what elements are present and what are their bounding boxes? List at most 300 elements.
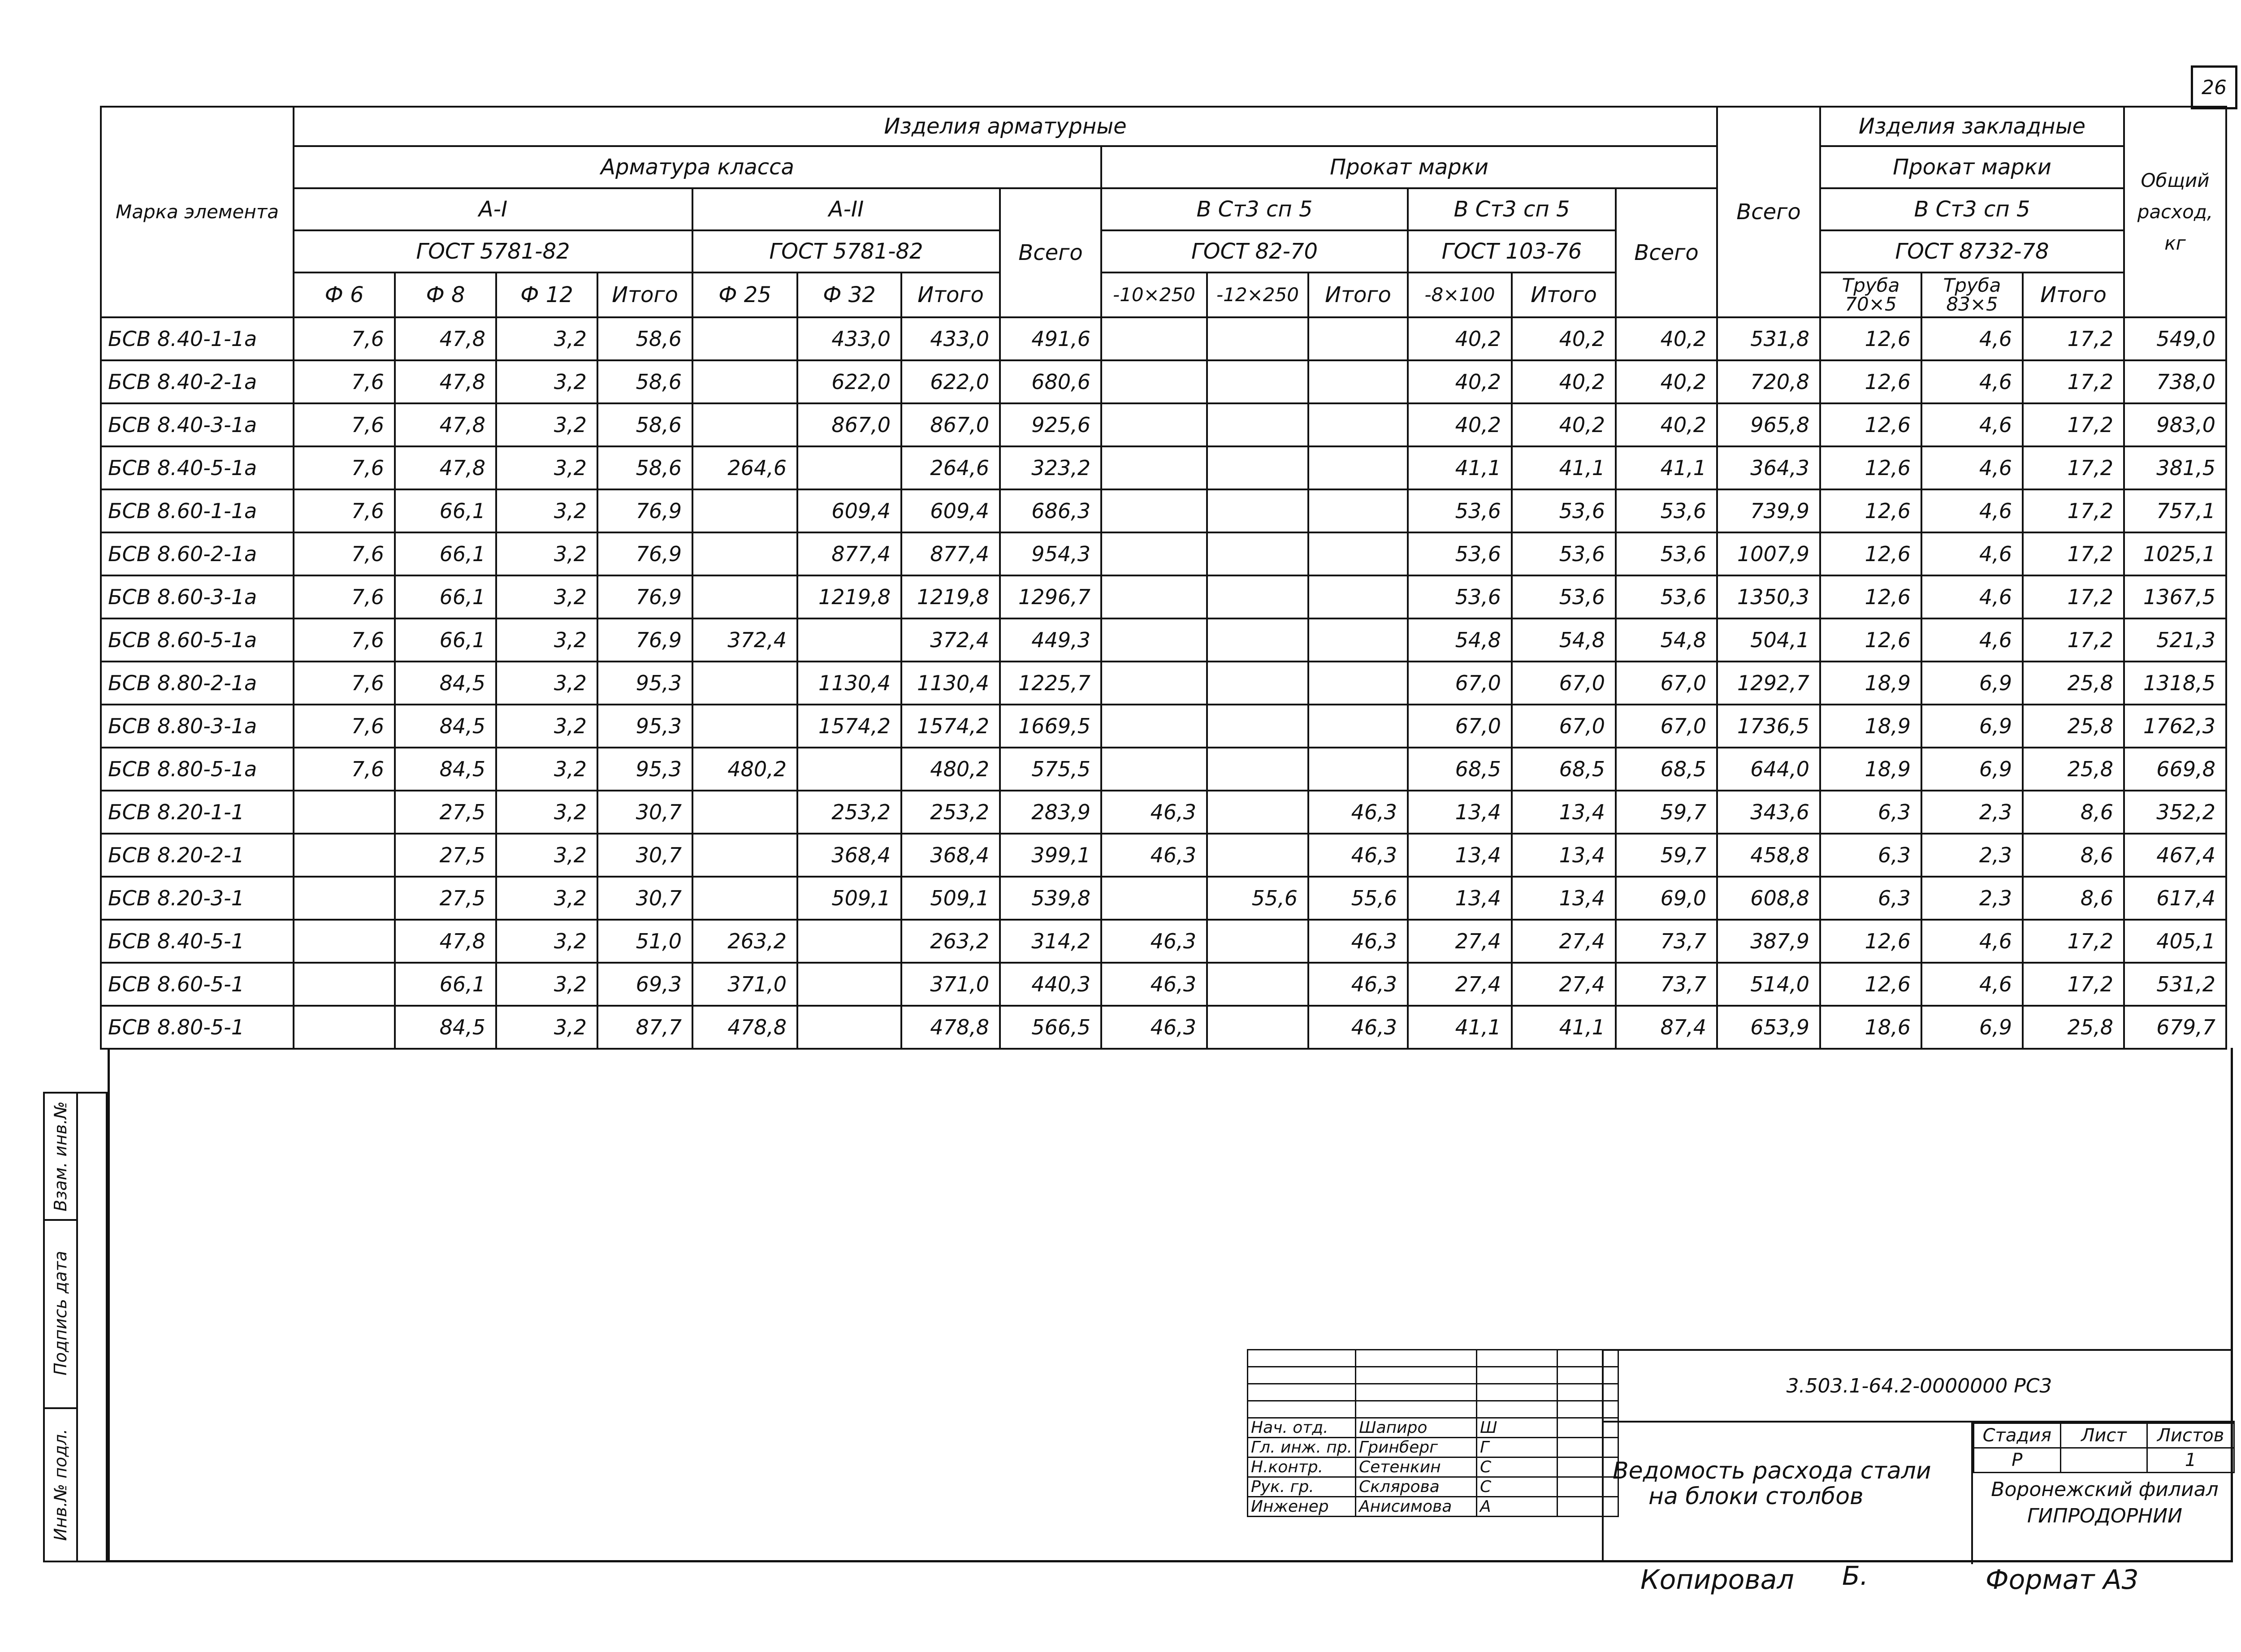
- value-cell: 17,2: [2023, 403, 2124, 446]
- value-cell: [1207, 963, 1308, 1006]
- value-cell: 4,6: [1921, 920, 2023, 963]
- value-cell: 47,8: [395, 403, 496, 446]
- value-cell: 87,7: [597, 1006, 692, 1049]
- value-cell: 66,1: [395, 575, 496, 618]
- value-cell: 4,6: [1921, 963, 2023, 1006]
- staff-role: Рук. гр.: [1248, 1477, 1356, 1497]
- value-cell: 352,2: [2124, 791, 2226, 834]
- value-cell: 40,2: [1616, 403, 1717, 446]
- value-cell: 1296,7: [1000, 575, 1101, 618]
- value-cell: 3,2: [496, 877, 597, 920]
- value-cell: [1101, 748, 1207, 791]
- sheets-value: 1: [2147, 1448, 2234, 1473]
- table-row: [101, 489, 2226, 532]
- value-cell: 263,2: [692, 920, 797, 963]
- value-cell: 95,3: [597, 662, 692, 705]
- copied-signature: Б.: [1842, 1561, 1869, 1591]
- value-cell: 41,1: [1512, 446, 1616, 489]
- value-cell: 3,2: [496, 662, 597, 705]
- value-cell: 4,6: [1921, 489, 2023, 532]
- header-gost-82-70: ГОСТ 82-70: [1101, 230, 1408, 272]
- element-mark-cell: БСВ 8.40-1-1а: [101, 317, 294, 360]
- table-row: [101, 877, 2226, 920]
- value-cell: 84,5: [395, 1006, 496, 1049]
- value-cell: 3,2: [496, 360, 597, 403]
- value-cell: 95,3: [597, 705, 692, 748]
- title-block-empty-cell: [1356, 1367, 1477, 1384]
- value-cell: 27,4: [1408, 963, 1512, 1006]
- value-cell: 58,6: [597, 317, 692, 360]
- table-row: [101, 317, 2226, 360]
- value-cell: 27,4: [1512, 920, 1616, 963]
- table-row: [101, 532, 2226, 575]
- element-mark-cell: БСВ 8.80-5-1: [101, 1006, 294, 1049]
- staff-name: Анисимова: [1356, 1497, 1477, 1517]
- value-cell: 467,4: [2124, 834, 2226, 877]
- value-cell: 686,3: [1000, 489, 1101, 532]
- value-cell: 7,6: [294, 532, 395, 575]
- value-cell: 7,6: [294, 403, 395, 446]
- header-d32: Ф 32: [797, 272, 901, 317]
- copied-label: Копировал: [1640, 1564, 1794, 1596]
- value-cell: 7,6: [294, 748, 395, 791]
- table-row: [101, 791, 2226, 834]
- value-cell: [692, 360, 797, 403]
- value-cell: 40,2: [1408, 317, 1512, 360]
- staff-role: Н.контр.: [1248, 1457, 1356, 1477]
- header-pipe-83x5: [1921, 272, 2023, 317]
- value-cell: [692, 705, 797, 748]
- value-cell: 17,2: [2023, 920, 2124, 963]
- value-cell: 46,3: [1308, 963, 1408, 1006]
- value-cell: [692, 317, 797, 360]
- header-grand-total: Всего: [1717, 107, 1820, 317]
- value-cell: 4,6: [1921, 360, 2023, 403]
- element-mark-cell: БСВ 8.60-1-1а: [101, 489, 294, 532]
- staff-name: Склярова: [1356, 1477, 1477, 1497]
- element-mark-cell: БСВ 8.60-5-1: [101, 963, 294, 1006]
- header-a2-subtotal: Итого: [901, 272, 1000, 317]
- value-cell: 17,2: [2023, 317, 2124, 360]
- title-block-empty-row: [1248, 1367, 1618, 1384]
- value-cell: 58,6: [597, 360, 692, 403]
- value-cell: 54,8: [1616, 618, 1717, 662]
- header-d25: Ф 25: [692, 272, 797, 317]
- header-gost-103-76: ГОСТ 103-76: [1408, 230, 1616, 272]
- value-cell: 51,0: [597, 920, 692, 963]
- value-cell: 69,3: [597, 963, 692, 1006]
- value-cell: 54,8: [1408, 618, 1512, 662]
- value-cell: 8,6: [2023, 834, 2124, 877]
- value-cell: 381,5: [2124, 446, 2226, 489]
- organization-line2: ГИПРОДОРНИИ: [2027, 1505, 2183, 1528]
- value-cell: [1207, 1006, 1308, 1049]
- value-cell: [1207, 662, 1308, 705]
- value-cell: [1207, 317, 1308, 360]
- value-cell: 644,0: [1717, 748, 1820, 791]
- value-cell: 8,6: [2023, 877, 2124, 920]
- table-row: [101, 403, 2226, 446]
- element-mark-cell: БСВ 8.40-5-1а: [101, 446, 294, 489]
- value-cell: 504,1: [1717, 618, 1820, 662]
- title-block-empty-cell: [1248, 1384, 1356, 1401]
- value-cell: 368,4: [901, 834, 1000, 877]
- value-cell: [1308, 317, 1408, 360]
- value-cell: 622,0: [797, 360, 901, 403]
- value-cell: 491,6: [1000, 317, 1101, 360]
- value-cell: 433,0: [901, 317, 1000, 360]
- value-cell: 1574,2: [797, 705, 901, 748]
- staff-row: [1248, 1477, 1618, 1497]
- element-mark-cell: БСВ 8.60-3-1а: [101, 575, 294, 618]
- header-vst3b-subtotal: Итого: [1512, 272, 1616, 317]
- value-cell: 3,2: [496, 446, 597, 489]
- value-cell: 6,9: [1921, 748, 2023, 791]
- staff-role: Нач. отд.: [1248, 1418, 1356, 1438]
- value-cell: 58,6: [597, 446, 692, 489]
- header-a2: А-II: [692, 188, 1000, 230]
- value-cell: 617,4: [2124, 877, 2226, 920]
- side-stamp: [43, 1092, 108, 1562]
- value-cell: 13,4: [1512, 877, 1616, 920]
- header-emb-rolled: Прокат марки: [1820, 146, 2124, 188]
- value-cell: 17,2: [2023, 360, 2124, 403]
- staff-signature: А: [1477, 1497, 1557, 1517]
- value-cell: 478,8: [692, 1006, 797, 1049]
- value-cell: 69,0: [1616, 877, 1717, 920]
- value-cell: 480,2: [692, 748, 797, 791]
- value-cell: 4,6: [1921, 575, 2023, 618]
- element-mark-cell: БСВ 8.20-2-1: [101, 834, 294, 877]
- title-block-empty-row: [1248, 1401, 1618, 1418]
- title-block-empty-cell: [1248, 1350, 1356, 1367]
- value-cell: 720,8: [1717, 360, 1820, 403]
- element-mark-cell: БСВ 8.60-5-1а: [101, 618, 294, 662]
- value-cell: 371,0: [901, 963, 1000, 1006]
- value-cell: 6,9: [1921, 662, 2023, 705]
- value-cell: 17,2: [2023, 446, 2124, 489]
- title-block-empty-cell: [1477, 1384, 1557, 1401]
- value-cell: 13,4: [1408, 791, 1512, 834]
- value-cell: 7,6: [294, 317, 395, 360]
- header-d12: Ф 12: [496, 272, 597, 317]
- value-cell: 2,3: [1921, 877, 2023, 920]
- title-block-empty-cell: [1248, 1401, 1356, 1418]
- value-cell: 12,6: [1820, 446, 1921, 489]
- value-cell: [1207, 748, 1308, 791]
- value-cell: 17,2: [2023, 963, 2124, 1006]
- side-stamp-blank-column: [76, 1094, 109, 1561]
- staff-signature: Ш: [1477, 1418, 1557, 1438]
- value-cell: 4,6: [1921, 403, 2023, 446]
- value-cell: 3,2: [496, 618, 597, 662]
- value-cell: 41,1: [1408, 446, 1512, 489]
- value-cell: [1207, 446, 1308, 489]
- steel-consumption-table: [100, 106, 2227, 1050]
- value-cell: 1130,4: [901, 662, 1000, 705]
- value-cell: 46,3: [1101, 1006, 1207, 1049]
- value-cell: [1207, 618, 1308, 662]
- value-cell: 66,1: [395, 532, 496, 575]
- header-a1: А-I: [294, 188, 692, 230]
- table-row: [101, 705, 2226, 748]
- value-cell: 3,2: [496, 1006, 597, 1049]
- value-cell: 387,9: [1717, 920, 1820, 963]
- value-cell: 58,6: [597, 403, 692, 446]
- sheet-value: [2060, 1448, 2147, 1473]
- value-cell: 539,8: [1000, 877, 1101, 920]
- side-label-signature-date: Подпись дата: [51, 1251, 70, 1375]
- value-cell: 40,2: [1408, 360, 1512, 403]
- value-cell: 653,9: [1717, 1006, 1820, 1049]
- header-reinforcement-products: Изделия арматурные: [294, 107, 1717, 146]
- header-a2-gost: ГОСТ 5781-82: [692, 230, 1000, 272]
- value-cell: 59,7: [1616, 791, 1717, 834]
- header-overall-line3: кг: [2164, 232, 2186, 254]
- value-cell: 449,3: [1000, 618, 1101, 662]
- staff-signature: С: [1477, 1477, 1557, 1497]
- value-cell: 1219,8: [797, 575, 901, 618]
- header-overall-line1: Общий: [2141, 169, 2210, 191]
- value-cell: 76,9: [597, 575, 692, 618]
- value-cell: [797, 618, 901, 662]
- document-title-line1: Ведомость расхода стали: [1613, 1457, 1931, 1484]
- value-cell: 17,2: [2023, 489, 2124, 532]
- value-cell: 67,0: [1408, 705, 1512, 748]
- value-cell: [797, 920, 901, 963]
- value-cell: 1292,7: [1717, 662, 1820, 705]
- table-row: [101, 446, 2226, 489]
- value-cell: 46,3: [1308, 834, 1408, 877]
- header-strip-8x100: -8×100: [1408, 272, 1512, 317]
- value-cell: 7,6: [294, 360, 395, 403]
- value-cell: 12,6: [1820, 403, 1921, 446]
- value-cell: [1207, 403, 1308, 446]
- value-cell: 7,6: [294, 489, 395, 532]
- side-cell-inv-podl: [45, 1407, 76, 1562]
- value-cell: 95,3: [597, 748, 692, 791]
- side-cell-vzam-inv: [45, 1094, 76, 1221]
- value-cell: 53,6: [1616, 575, 1717, 618]
- value-cell: 6,9: [1921, 705, 2023, 748]
- header-pipe2-line1: Труба: [1943, 274, 2001, 296]
- value-cell: 253,2: [901, 791, 1000, 834]
- header-a1-subtotal: Итого: [597, 272, 692, 317]
- staff-row: [1248, 1497, 1618, 1517]
- title-block-empty-cell: [1477, 1367, 1557, 1384]
- value-cell: 253,2: [797, 791, 901, 834]
- staff-row: [1248, 1457, 1618, 1477]
- value-cell: 68,5: [1616, 748, 1717, 791]
- value-cell: 399,1: [1000, 834, 1101, 877]
- table-row: [101, 662, 2226, 705]
- header-overall: [2124, 107, 2226, 317]
- value-cell: 514,0: [1717, 963, 1820, 1006]
- table-row: [101, 834, 2226, 877]
- value-cell: [1207, 920, 1308, 963]
- value-cell: 12,6: [1820, 489, 1921, 532]
- value-cell: 84,5: [395, 662, 496, 705]
- title-block-empty-row: [1248, 1350, 1618, 1367]
- stage-value: Р: [1974, 1448, 2061, 1473]
- header-gost-8732-78: ГОСТ 8732-78: [1820, 230, 2124, 272]
- value-cell: 12,6: [1820, 963, 1921, 1006]
- element-mark-cell: БСВ 8.20-1-1: [101, 791, 294, 834]
- value-cell: [1207, 532, 1308, 575]
- value-cell: 12,6: [1820, 360, 1921, 403]
- header-rolled-steel: Прокат марки: [1101, 146, 1717, 188]
- value-cell: 867,0: [901, 403, 1000, 446]
- side-label-inv-podl: Инв.№ подл.: [51, 1428, 70, 1541]
- value-cell: [1101, 877, 1207, 920]
- value-cell: [1308, 575, 1408, 618]
- value-cell: [692, 489, 797, 532]
- value-cell: [294, 920, 395, 963]
- title-block-empty-cell: [1356, 1350, 1477, 1367]
- value-cell: 263,2: [901, 920, 1000, 963]
- table-row: [101, 1006, 2226, 1049]
- value-cell: 6,3: [1820, 834, 1921, 877]
- value-cell: 7,6: [294, 618, 395, 662]
- header-d6: Ф 6: [294, 272, 395, 317]
- table-row: [101, 920, 2226, 963]
- value-cell: 12,6: [1820, 618, 1921, 662]
- value-cell: 59,7: [1616, 834, 1717, 877]
- value-cell: [692, 662, 797, 705]
- value-cell: [1207, 489, 1308, 532]
- value-cell: 877,4: [797, 532, 901, 575]
- value-cell: [692, 791, 797, 834]
- sheets-label: Листов: [2147, 1423, 2234, 1448]
- value-cell: 6,3: [1820, 791, 1921, 834]
- header-overall-line2: расход,: [2137, 201, 2213, 223]
- value-cell: 30,7: [597, 791, 692, 834]
- value-cell: 6,9: [1921, 1006, 2023, 1049]
- title-block-empty-row: [1248, 1384, 1618, 1401]
- value-cell: 877,4: [901, 532, 1000, 575]
- value-cell: 458,8: [1717, 834, 1820, 877]
- stage-table: [1973, 1423, 2235, 1473]
- title-block-empty-cell: [1356, 1401, 1477, 1418]
- value-cell: 53,6: [1408, 532, 1512, 575]
- value-cell: 25,8: [2023, 748, 2124, 791]
- value-cell: [1101, 360, 1207, 403]
- value-cell: 67,0: [1616, 662, 1717, 705]
- value-cell: 3,2: [496, 748, 597, 791]
- value-cell: 1736,5: [1717, 705, 1820, 748]
- value-cell: 41,1: [1408, 1006, 1512, 1049]
- value-cell: 76,9: [597, 489, 692, 532]
- value-cell: 283,9: [1000, 791, 1101, 834]
- value-cell: 1219,8: [901, 575, 1000, 618]
- value-cell: 7,6: [294, 446, 395, 489]
- value-cell: 46,3: [1101, 920, 1207, 963]
- value-cell: [1308, 705, 1408, 748]
- value-cell: 13,4: [1408, 877, 1512, 920]
- stage-label: Стадия: [1974, 1423, 2061, 1448]
- element-mark-cell: БСВ 8.80-5-1а: [101, 748, 294, 791]
- value-cell: [294, 834, 395, 877]
- value-cell: 609,4: [797, 489, 901, 532]
- value-cell: [1101, 705, 1207, 748]
- table-row: [101, 360, 2226, 403]
- header-pipe2-line2: 83×5: [1946, 293, 1998, 315]
- value-cell: [1308, 360, 1408, 403]
- value-cell: 46,3: [1101, 834, 1207, 877]
- value-cell: 68,5: [1408, 748, 1512, 791]
- value-cell: 53,6: [1512, 532, 1616, 575]
- value-cell: 478,8: [901, 1006, 1000, 1049]
- value-cell: 480,2: [901, 748, 1000, 791]
- organization-line1: Воронежский филиал: [1991, 1478, 2219, 1501]
- value-cell: 84,5: [395, 705, 496, 748]
- value-cell: [1207, 575, 1308, 618]
- value-cell: 371,0: [692, 963, 797, 1006]
- value-cell: [1207, 360, 1308, 403]
- document-title-line2: на блоки столбов: [1648, 1483, 1864, 1510]
- value-cell: 67,0: [1616, 705, 1717, 748]
- value-cell: [1308, 748, 1408, 791]
- value-cell: 3,2: [496, 963, 597, 1006]
- value-cell: 3,2: [496, 575, 597, 618]
- value-cell: 73,7: [1616, 963, 1717, 1006]
- value-cell: [1101, 532, 1207, 575]
- value-cell: 18,6: [1820, 1006, 1921, 1049]
- value-cell: 622,0: [901, 360, 1000, 403]
- value-cell: [1308, 662, 1408, 705]
- value-cell: 55,6: [1308, 877, 1408, 920]
- value-cell: 509,1: [901, 877, 1000, 920]
- element-mark-cell: БСВ 8.40-5-1: [101, 920, 294, 963]
- value-cell: 757,1: [2124, 489, 2226, 532]
- value-cell: 30,7: [597, 877, 692, 920]
- page-number: 26: [2191, 65, 2237, 109]
- staff-name: Гринберг: [1356, 1438, 1477, 1457]
- value-cell: 1350,3: [1717, 575, 1820, 618]
- value-cell: [1207, 705, 1308, 748]
- value-cell: 531,8: [1717, 317, 1820, 360]
- value-cell: 2,3: [1921, 834, 2023, 877]
- value-cell: 8,6: [2023, 791, 2124, 834]
- value-cell: 25,8: [2023, 1006, 2124, 1049]
- value-cell: 264,6: [692, 446, 797, 489]
- value-cell: [1101, 317, 1207, 360]
- staff-row: [1248, 1418, 1618, 1438]
- value-cell: 3,2: [496, 791, 597, 834]
- value-cell: 372,4: [692, 618, 797, 662]
- value-cell: [797, 748, 901, 791]
- value-cell: [294, 791, 395, 834]
- header-pipe-70x5: [1820, 272, 1921, 317]
- table-row: [101, 618, 2226, 662]
- value-cell: 67,0: [1512, 705, 1616, 748]
- value-cell: 1762,3: [2124, 705, 2226, 748]
- value-cell: 40,2: [1512, 360, 1616, 403]
- value-cell: 405,1: [2124, 920, 2226, 963]
- document-code: 3.503.1-64.2-0000000 РС3: [1604, 1351, 2235, 1423]
- value-cell: 1669,5: [1000, 705, 1101, 748]
- value-cell: 68,5: [1512, 748, 1616, 791]
- value-cell: 17,2: [2023, 618, 2124, 662]
- value-cell: 12,6: [1820, 532, 1921, 575]
- value-cell: 368,4: [797, 834, 901, 877]
- header-reinforcement-class: Арматура класса: [294, 146, 1101, 188]
- staff-role: Гл. инж. пр.: [1248, 1438, 1356, 1457]
- header-vst3-a: В Ст3 сп 5: [1101, 188, 1408, 230]
- title-block-staff-grid: [1247, 1349, 1619, 1517]
- value-cell: 364,3: [1717, 446, 1820, 489]
- header-emb-subtotal: Итого: [2023, 272, 2124, 317]
